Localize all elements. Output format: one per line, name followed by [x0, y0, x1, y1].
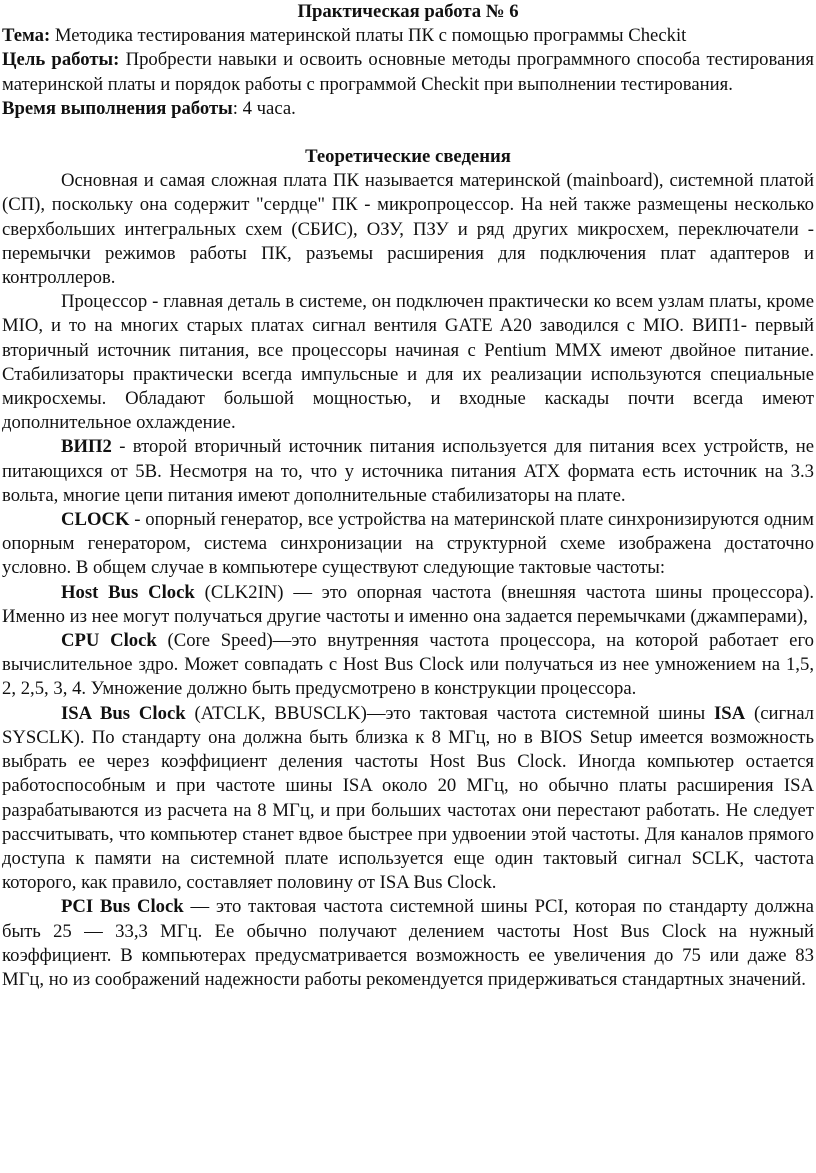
paragraph-clock — [2, 508, 814, 581]
section-heading: Теоретические сведения — [305, 146, 511, 168]
blank-line — [2, 121, 814, 145]
paragraph-pci-bus-clock-text: — это тактовая частота системной шины PCI, которая по стандарту должна быть 25 — 33,3 МГц. Ее обычно получают делением частоты Host Bus Clock на нужный коэффициент. В компьютерах предусматривается возможность ее увеличения до 75 или даже 83 МГц, но из соображений надежности работы рекомендуется придерживаться стандартных значений. — [2, 896, 814, 990]
topic-label: Тема: — [2, 25, 51, 47]
paragraph-mainboard: Основная и самая сложная плата ПК называется материнской (mainboard), системной платой (СП), поскольку она содержит "сердце" ПК - микропроцессор. На ней также размещены несколько сверхбольших интегральных схем (СБИС), ОЗУ, ПЗУ и ряд других микросхем, переключатели - перемычки режимов работы ПК, разъемы расширения для подключения плат адаптеров и контроллеров. — [2, 170, 814, 289]
term-isa: ISA — [714, 702, 746, 724]
paragraph-cpu-clock — [2, 629, 814, 702]
goal-line — [2, 48, 814, 96]
paragraph-isa-bus-clock — [2, 702, 814, 896]
paragraph-pci-bus-clock — [2, 895, 814, 992]
paragraph-isa-bus-clock-text-b: (сигнал SYSCLK). По стандарту она должна быть близка к 8 МГц, но в BIOS Setup имеется возможность выбрать ее через коэффициент деления частоты Host Bus Clock. Иногда компьютер остается работоспособным и при частоте шины ISA около 20 МГц, но обычно платы расширения ISA разрабатываются из расчета на 8 МГц, и при больших частотах они перестают работать. Не следует рассчитывать, что компьютер станет вдвое быстрее при удвоении этой частоты. Для каналов прямого доступа к памяти на системной плате используется еще один тактовый сигнал SCLK, частота которого, как правило, составляет половину от ISA Bus Clock. — [2, 702, 814, 894]
term-cpu-clock: CPU Clock — [61, 630, 157, 652]
topic-text: Методика тестирования материнской платы ПК с помощью программы Checkit — [50, 25, 687, 47]
time-text: : 4 часа. — [232, 97, 296, 119]
paragraph-processor: Процессор - главная деталь в системе, он подключен практически ко всем узлам платы, кроме MIO, и то на многих старых платах сигнал вентиля GATE A20 заводился с MIO. ВИП1- первый вторичный источник питания, все процессоры начиная с Pentium MMX имеют двойное питание. Стабилизаторы практически всегда импульсные и для их реализации используются специальные микросхемы. Обладают большой мощностью, и входные каскады почти всегда имеют дополнительное охлаждение. — [2, 291, 814, 434]
time-line — [2, 97, 814, 121]
time-label: Время выполнения работы — [2, 97, 233, 119]
term-vip2: ВИП2 — [61, 436, 112, 458]
paragraph-vip2 — [2, 435, 814, 508]
paragraph-vip2-text: - второй вторичный источник питания используется для питания всех устройств, не питающихся от 5В. Несмотря на то, что у источника питания ATX формата есть источник на 3.3 вольта, многие цепи питания имеют дополнительные стабилизаторы на плате. — [2, 436, 814, 506]
term-clock: CLOCK — [61, 509, 130, 531]
document-title: Практическая работа № 6 — [297, 1, 519, 22]
paragraph-host-bus-clock — [2, 581, 814, 629]
paragraph-host-bus-clock-text: (CLK2IN) — это опорная частота (внешняя частота шины процессора). Именно из нее могут получаться другие частоты и именно она задается перемычками (джамперами), — [2, 581, 814, 627]
paragraph-cpu-clock-text: (Core Speed)—это внутренняя частота процессора, на которой работает его вычислительное здро. Может совпадать с Host Bus Clock или получаться из нее умножением на 1,5, 2, 2,5, 3, 4. Умножение должно быть предусмотрено в конструкции процессора. — [2, 630, 814, 700]
goal-text: Пробрести навыки и освоить основные методы программного способа тестирования материнской платы и порядок работы с программой Checkit при выполнении тестирования. — [2, 49, 814, 95]
paragraph-isa-bus-clock-text-a: (ATCLK, BBUSCLK)—это тактовая частота системной шины — [185, 702, 715, 724]
paragraph-clock-text: - опорный генератор, все устройства на материнской плате синхронизируются одним опорным генератором, система синхронизации на структурной схеме изображена достаточно условно. В общем случае в компьютере существуют следующие тактовые частоты: — [2, 509, 814, 579]
term-pci-bus-clock: PCI Bus Clock — [61, 896, 184, 918]
term-isa-bus-clock: ISA Bus Clock — [61, 702, 186, 724]
term-host-bus-clock: Host Bus Clock — [61, 581, 195, 603]
topic-line — [2, 24, 814, 48]
goal-label: Цель работы: — [2, 49, 120, 71]
